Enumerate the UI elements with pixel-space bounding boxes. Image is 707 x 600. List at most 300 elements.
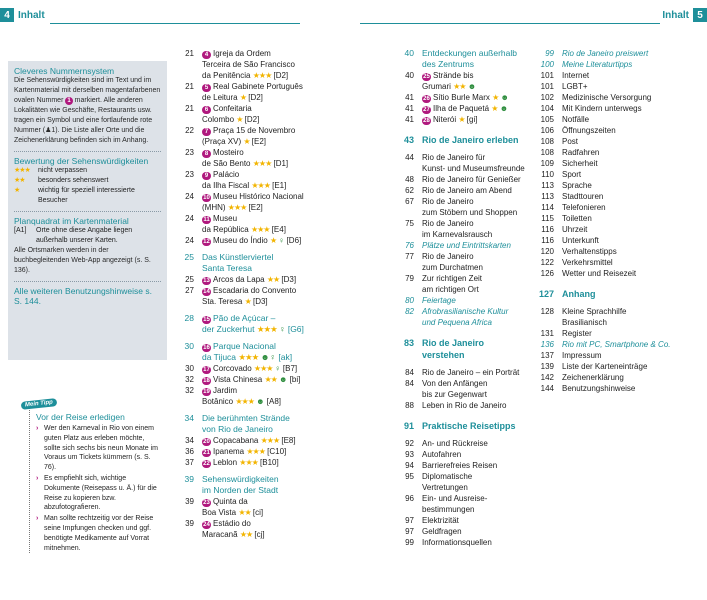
entry-text bbox=[562, 202, 696, 213]
page-number bbox=[178, 485, 194, 496]
spacer bbox=[396, 411, 536, 420]
entry-name: Geldfragen bbox=[422, 527, 462, 536]
map-grid-ref: [A8] bbox=[266, 397, 282, 406]
page-number: 48 bbox=[405, 175, 414, 184]
entry-name: Stadttouren bbox=[562, 192, 604, 201]
toc-highlight-entry bbox=[396, 295, 536, 306]
entry-text bbox=[562, 213, 696, 224]
toc-chapter-heading bbox=[536, 288, 696, 300]
page-number: 108 bbox=[540, 148, 554, 157]
entry-name: Mit Kindern unterwegs bbox=[562, 104, 642, 113]
map-grid-ref: [ak] bbox=[278, 352, 293, 362]
entry-name: Strände bis bbox=[433, 71, 474, 80]
toc-entry-continued bbox=[396, 229, 536, 240]
entry-name: Anhang bbox=[562, 289, 596, 299]
family-icon: ☻ bbox=[279, 375, 288, 384]
page-number: 95 bbox=[405, 472, 414, 481]
entry-text bbox=[562, 306, 696, 317]
entry-name: Boa Vista bbox=[202, 508, 237, 517]
entry-name: Toiletten bbox=[562, 214, 592, 223]
toc-entry bbox=[536, 306, 696, 317]
entry-text bbox=[422, 196, 536, 207]
toc-entry-continued bbox=[396, 482, 536, 493]
page-number: 100 bbox=[540, 60, 554, 69]
sight-marker: 28 bbox=[423, 118, 430, 124]
entry-name: Niterói bbox=[433, 115, 457, 124]
map-grid-ref: [D2] bbox=[273, 71, 289, 80]
entry-text bbox=[562, 257, 696, 268]
page-number-right: 5 bbox=[693, 8, 707, 22]
entry-text bbox=[202, 341, 350, 352]
entry-text bbox=[422, 163, 536, 174]
usage-info-box bbox=[8, 61, 167, 360]
tip-item bbox=[36, 474, 159, 513]
entry-name: Barrierefreies Reisen bbox=[422, 461, 498, 470]
toc-entry-continued bbox=[178, 202, 350, 213]
page-number bbox=[178, 59, 194, 70]
entry-text bbox=[202, 324, 350, 335]
entry-text bbox=[422, 70, 536, 81]
entry-name: Verkehrsmittel bbox=[562, 258, 613, 267]
star-icon: ★★ bbox=[264, 375, 277, 384]
page-number: 106 bbox=[540, 126, 554, 135]
rating-text: besonders sehenswert bbox=[38, 177, 109, 184]
star-icon: ★ bbox=[14, 187, 20, 194]
toc-entry bbox=[396, 70, 536, 81]
entry-name: da Ilha Fiscal bbox=[202, 181, 250, 190]
toc-entry bbox=[536, 180, 696, 191]
entry-name: Pão de Açúcar – bbox=[213, 313, 276, 323]
entry-text bbox=[202, 396, 350, 407]
toc-entry bbox=[178, 48, 350, 59]
page-number bbox=[178, 424, 194, 435]
entry-name: Parque Nacional bbox=[213, 341, 276, 351]
page-number bbox=[178, 180, 194, 191]
grid-text: Alle Ortsmarken werden in der buchbegleitenden Web-App angezeigt (s. S. 136). bbox=[14, 247, 151, 274]
entry-text bbox=[202, 114, 350, 125]
page-number: 39 bbox=[185, 497, 194, 506]
entry-name: Medizinische Versorgung bbox=[562, 93, 652, 102]
toc-entry-continued bbox=[178, 136, 350, 147]
star-icon: ★★★ bbox=[252, 159, 272, 168]
toc-entry bbox=[536, 70, 696, 81]
entry-text bbox=[562, 339, 696, 350]
toc-highlight-entry bbox=[396, 317, 536, 328]
entry-name: Rio de Janeiro bbox=[422, 219, 474, 228]
entry-text bbox=[422, 229, 536, 240]
sight-marker: 20 bbox=[203, 439, 210, 445]
entry-text bbox=[202, 213, 350, 224]
sight-marker: 25 bbox=[423, 74, 430, 80]
entry-name: zum Durchatmen bbox=[422, 263, 483, 272]
toc-highlight-entry bbox=[536, 59, 696, 70]
toc-entry-continued bbox=[178, 180, 350, 191]
entry-text bbox=[422, 174, 536, 185]
entry-name: Rio de Janeiro am Abend bbox=[422, 186, 512, 195]
page-number: 43 bbox=[403, 135, 414, 145]
toc-entry bbox=[396, 174, 536, 185]
star-icon: ★★ bbox=[14, 177, 25, 184]
toc-entry bbox=[396, 367, 536, 378]
page-number: 96 bbox=[405, 494, 414, 503]
toc-entry bbox=[178, 435, 350, 446]
entry-name: Rio mit PC, Smartphone & Co. bbox=[562, 340, 671, 349]
entry-name: Sport bbox=[562, 170, 582, 179]
page-number: 23 bbox=[185, 148, 194, 157]
entry-text bbox=[562, 383, 696, 394]
toc-section-heading bbox=[178, 263, 350, 274]
map-grid-ref: [gi] bbox=[466, 115, 478, 124]
entry-name: Die berühmten Strände bbox=[202, 413, 290, 423]
toc-entry bbox=[396, 471, 536, 482]
tip-item bbox=[36, 514, 159, 553]
toc-entry bbox=[536, 81, 696, 92]
entry-text bbox=[562, 70, 696, 81]
toc-entry bbox=[536, 147, 696, 158]
page-number: 105 bbox=[540, 115, 554, 124]
page-number: 110 bbox=[541, 170, 554, 179]
toc-entry bbox=[396, 526, 536, 537]
toc-entry-continued bbox=[396, 262, 536, 273]
page-number: 139 bbox=[540, 362, 554, 371]
page-number: 101 bbox=[540, 71, 554, 80]
entry-name: Praça 15 de Novembro bbox=[213, 126, 296, 135]
sight-marker: 9 bbox=[202, 172, 211, 180]
star-icon: ★★ bbox=[238, 508, 251, 517]
page-number: 39 bbox=[184, 474, 194, 484]
toc-entry bbox=[178, 125, 350, 136]
toc-entry-continued bbox=[536, 317, 696, 328]
entry-text bbox=[422, 493, 536, 504]
page-number: 27 bbox=[185, 286, 194, 295]
star-icon: ★★★ bbox=[239, 458, 258, 467]
page-number: 39 bbox=[185, 519, 194, 528]
map-grid-ref: [D2] bbox=[248, 93, 263, 102]
toc-entry bbox=[536, 136, 696, 147]
entry-name: Grumari bbox=[422, 82, 451, 91]
toc-entry bbox=[178, 457, 350, 468]
toc-highlight-entry bbox=[536, 48, 696, 59]
map-grid-ref: [cj] bbox=[254, 530, 265, 539]
entry-name: Benutzungshinweise bbox=[562, 384, 636, 393]
tip-item-text: Es empfiehlt sich, wichtige Dokumente (Reisepass u. Ä.) für die Reise zu kopieren bzw. abzufotografieren. bbox=[44, 474, 157, 512]
toc-entry bbox=[536, 213, 696, 224]
rating-title: Bewertung der Sehenswürdigkeiten bbox=[14, 156, 149, 166]
spacer bbox=[536, 279, 696, 288]
entry-text bbox=[422, 378, 536, 389]
entry-text bbox=[202, 48, 350, 59]
toc-entry bbox=[178, 169, 350, 180]
map-grid-ref: [C10] bbox=[267, 447, 287, 456]
entry-text bbox=[202, 285, 350, 296]
entry-text bbox=[422, 103, 536, 114]
family-icon: ♀ bbox=[279, 324, 286, 334]
entry-text bbox=[422, 284, 536, 295]
page-number: 113 bbox=[541, 192, 554, 201]
entry-name: LGBT+ bbox=[562, 82, 588, 91]
entry-text bbox=[422, 59, 536, 70]
sight-marker: 10 bbox=[203, 195, 210, 201]
toc-entry bbox=[396, 449, 536, 460]
toc-column-3 bbox=[536, 48, 696, 394]
sight-marker: 11 bbox=[203, 217, 210, 223]
page-number: 101 bbox=[540, 82, 554, 91]
entry-name: Maracanã bbox=[202, 530, 238, 539]
page-number bbox=[178, 296, 194, 307]
entry-name: Meine Literaturtipps bbox=[562, 60, 633, 69]
sight-marker: 7 bbox=[202, 128, 211, 136]
entry-text bbox=[202, 147, 350, 158]
entry-name: Kleine Sprachhilfe bbox=[562, 307, 627, 316]
entry-name: Das Künstlerviertel bbox=[202, 252, 274, 262]
star-icon: ★★★ bbox=[14, 167, 30, 174]
toc-entry bbox=[178, 363, 350, 374]
page-number: 76 bbox=[405, 241, 414, 250]
grid-row bbox=[14, 226, 161, 246]
entry-name: Rio de Janeiro bbox=[422, 252, 474, 261]
star-icon: ★ bbox=[239, 93, 246, 102]
toc-entry bbox=[536, 191, 696, 202]
entry-name: Escadaria do Convento bbox=[213, 286, 297, 295]
entry-text bbox=[202, 446, 350, 457]
entry-name: Kunst- und Museumsfreunde bbox=[422, 164, 525, 173]
chevron-right-icon: › bbox=[36, 515, 39, 523]
page-number bbox=[396, 389, 414, 400]
entry-text bbox=[422, 337, 536, 349]
entry-name: Plätze und Eintrittskarten bbox=[422, 241, 511, 250]
header-left bbox=[0, 8, 45, 22]
entry-name: Rio de Janeiro bbox=[422, 197, 474, 206]
entry-text bbox=[202, 374, 350, 385]
page-number: 41 bbox=[405, 115, 414, 124]
tip-box bbox=[24, 399, 159, 553]
map-grid-ref: [E2] bbox=[248, 203, 263, 212]
toc-section-heading bbox=[178, 474, 350, 485]
entry-name: Museu Histórico Nacional bbox=[213, 192, 304, 201]
family-icon: ☻ bbox=[467, 82, 477, 91]
entry-text bbox=[422, 515, 536, 526]
entry-name: Brasilianisch bbox=[562, 318, 607, 327]
page-number: 122 bbox=[540, 258, 554, 267]
chevron-right-icon: › bbox=[36, 425, 39, 432]
entry-name: Verhaltenstipps bbox=[562, 247, 617, 256]
toc-entry-continued bbox=[178, 59, 350, 70]
entry-name: Liste der Karteneinträge bbox=[562, 362, 648, 371]
entry-name: da Penitência bbox=[202, 71, 251, 80]
entry-text bbox=[422, 471, 536, 482]
page-number: 99 bbox=[545, 49, 554, 58]
toc-entry bbox=[536, 246, 696, 257]
toc-highlight-entry bbox=[536, 339, 696, 350]
entry-name: Sítio Burle Marx bbox=[433, 93, 490, 102]
entry-name: des Zentrums bbox=[422, 59, 474, 69]
entry-text bbox=[562, 288, 696, 300]
entry-name: de São Bento bbox=[202, 159, 251, 168]
divider bbox=[14, 151, 161, 152]
entry-name: Vertretungen bbox=[422, 483, 468, 492]
map-grid-ref: [D2] bbox=[244, 115, 260, 124]
entry-name: Vista Chinesa bbox=[213, 375, 263, 384]
toc-entry-continued bbox=[178, 92, 350, 103]
entry-text bbox=[202, 202, 350, 213]
grid-row-text: Orte ohne diese Angabe liegen außerhalb unserer Karten. bbox=[36, 227, 133, 244]
marker-example: 1 bbox=[67, 98, 71, 104]
entry-name: Jardim bbox=[213, 386, 238, 395]
entry-name: Elektrizität bbox=[422, 516, 459, 525]
page-number: 84 bbox=[405, 379, 414, 388]
sight-marker: 15 bbox=[203, 317, 210, 323]
toc-entry bbox=[536, 103, 696, 114]
sight-marker: 13 bbox=[203, 278, 210, 284]
entry-text bbox=[202, 224, 350, 235]
star-icon: ★ bbox=[244, 297, 251, 306]
page-number: 115 bbox=[541, 214, 554, 223]
page-number: 41 bbox=[405, 93, 414, 102]
entry-text bbox=[202, 81, 350, 92]
star-icon: ★ bbox=[492, 93, 499, 102]
family-icon: ♀ bbox=[278, 236, 285, 245]
entry-name: bestimmungen bbox=[422, 505, 475, 514]
toc-section-heading bbox=[178, 313, 350, 324]
entry-name: Wetter und Reisezeit bbox=[562, 269, 637, 278]
page-number: 32 bbox=[185, 375, 194, 384]
entry-name: am richtigen Ort bbox=[422, 285, 479, 294]
toc-section-heading bbox=[178, 324, 350, 335]
entry-name: Real Gabinete Português bbox=[213, 82, 303, 91]
entry-text bbox=[202, 496, 350, 507]
page-number bbox=[178, 158, 194, 169]
tip-item-text: Wer den Karneval in Rio von einem guten Platz aus erleben möchte, sollte sich sechs bis neun Monate im Voraus um Tickets kümmern (s. S. 76). bbox=[44, 425, 158, 472]
toc-entry bbox=[536, 372, 696, 383]
page-number bbox=[178, 263, 194, 274]
map-grid-ref: [G6] bbox=[287, 324, 304, 334]
toc-entry-continued bbox=[178, 70, 350, 81]
toc-entry bbox=[396, 251, 536, 262]
entry-name: Sprache bbox=[562, 181, 592, 190]
entry-name: Register bbox=[562, 329, 592, 338]
toc-entry bbox=[396, 218, 536, 229]
toc-entry-continued bbox=[178, 529, 350, 540]
map-grid-ref: [D3] bbox=[252, 297, 268, 306]
map-grid-ref: [ci] bbox=[252, 508, 264, 517]
entry-name: Telefonieren bbox=[562, 203, 606, 212]
entry-text bbox=[202, 274, 350, 285]
entry-text bbox=[562, 317, 696, 328]
toc-column-2 bbox=[396, 48, 536, 548]
entry-name: Zur richtigen Zeit bbox=[422, 274, 483, 283]
page-number bbox=[178, 136, 194, 147]
page-number bbox=[396, 504, 414, 515]
map-grid-ref: [E8] bbox=[281, 436, 296, 445]
map-grid-ref: [E2] bbox=[251, 137, 266, 146]
entry-text bbox=[422, 262, 536, 273]
toc-entry-continued bbox=[178, 224, 350, 235]
page-number: 32 bbox=[185, 386, 194, 395]
page-number bbox=[178, 352, 194, 363]
page-number: 88 bbox=[405, 401, 414, 410]
entry-name: Diplomatische bbox=[422, 472, 473, 481]
entry-text bbox=[562, 268, 696, 279]
page-number bbox=[396, 81, 414, 92]
entry-text bbox=[422, 504, 536, 515]
entry-text bbox=[422, 449, 536, 460]
entry-text bbox=[422, 251, 536, 262]
sight-marker: 16 bbox=[203, 345, 210, 351]
entry-text bbox=[202, 529, 350, 540]
entry-name: Rio de Janeiro bbox=[422, 338, 485, 348]
entry-name: Notfälle bbox=[562, 115, 590, 124]
entry-text bbox=[202, 125, 350, 136]
entry-name: Rio de Janeiro für bbox=[422, 153, 486, 162]
sight-marker: 24 bbox=[203, 522, 210, 528]
entry-name: Ipanema bbox=[213, 447, 245, 456]
entry-name: von Rio de Janeiro bbox=[202, 424, 273, 434]
sight-marker: 12 bbox=[203, 239, 210, 245]
entry-text bbox=[202, 103, 350, 114]
entry-text bbox=[422, 273, 536, 284]
entry-name: Rio de Janeiro erleben bbox=[422, 135, 519, 145]
sight-marker: 22 bbox=[203, 461, 210, 467]
entry-text bbox=[422, 134, 536, 146]
entry-text bbox=[422, 218, 536, 229]
page-number: 142 bbox=[540, 373, 554, 382]
star-icon: ★ bbox=[236, 115, 243, 124]
entry-name: Museu bbox=[213, 214, 238, 223]
family-icon: ☻ bbox=[499, 104, 509, 113]
entry-text bbox=[562, 224, 696, 235]
rating-text: nicht verpassen bbox=[38, 167, 88, 174]
toc-entry-continued bbox=[178, 507, 350, 518]
toc-entry-continued bbox=[396, 504, 536, 515]
entry-name: Informationsquellen bbox=[422, 538, 492, 547]
entry-text bbox=[422, 482, 536, 493]
header-right bbox=[662, 8, 707, 22]
entry-text bbox=[562, 235, 696, 246]
page-number: 79 bbox=[405, 274, 414, 283]
star-icon: ★★★ bbox=[250, 225, 270, 234]
toc-entry bbox=[536, 114, 696, 125]
toc-chapter-heading bbox=[396, 420, 536, 432]
entry-text bbox=[422, 92, 536, 103]
entry-text bbox=[202, 385, 350, 396]
grid-key: [A1] bbox=[14, 227, 27, 234]
page-number: 104 bbox=[540, 104, 554, 113]
entry-name: Autofahren bbox=[422, 450, 462, 459]
page-number: 102 bbox=[540, 93, 554, 102]
toc-entry-continued bbox=[396, 163, 536, 174]
page-number bbox=[178, 507, 194, 518]
page-number: 25 bbox=[184, 252, 194, 262]
map-grid-ref: [D1] bbox=[273, 159, 289, 168]
numbering-title: Cleveres Nummernsystem bbox=[14, 66, 115, 76]
toc-entry bbox=[536, 257, 696, 268]
entry-name: verstehen bbox=[422, 350, 465, 360]
toc-entry bbox=[536, 92, 696, 103]
entry-text bbox=[202, 136, 350, 147]
toc-section-heading bbox=[396, 59, 536, 70]
sight-marker: 27 bbox=[423, 107, 430, 113]
entry-name: An- und Rückreise bbox=[422, 439, 488, 448]
entry-name: Rio de Janeiro – ein Porträt bbox=[422, 368, 520, 377]
page-number: 28 bbox=[184, 313, 194, 323]
page-number: 131 bbox=[540, 329, 554, 338]
entry-text bbox=[562, 59, 696, 70]
page-number: 127 bbox=[538, 289, 554, 299]
page-number bbox=[178, 324, 194, 335]
map-grid-ref: [E4] bbox=[271, 225, 286, 234]
page-number: 22 bbox=[185, 126, 194, 135]
entry-text bbox=[562, 147, 696, 158]
